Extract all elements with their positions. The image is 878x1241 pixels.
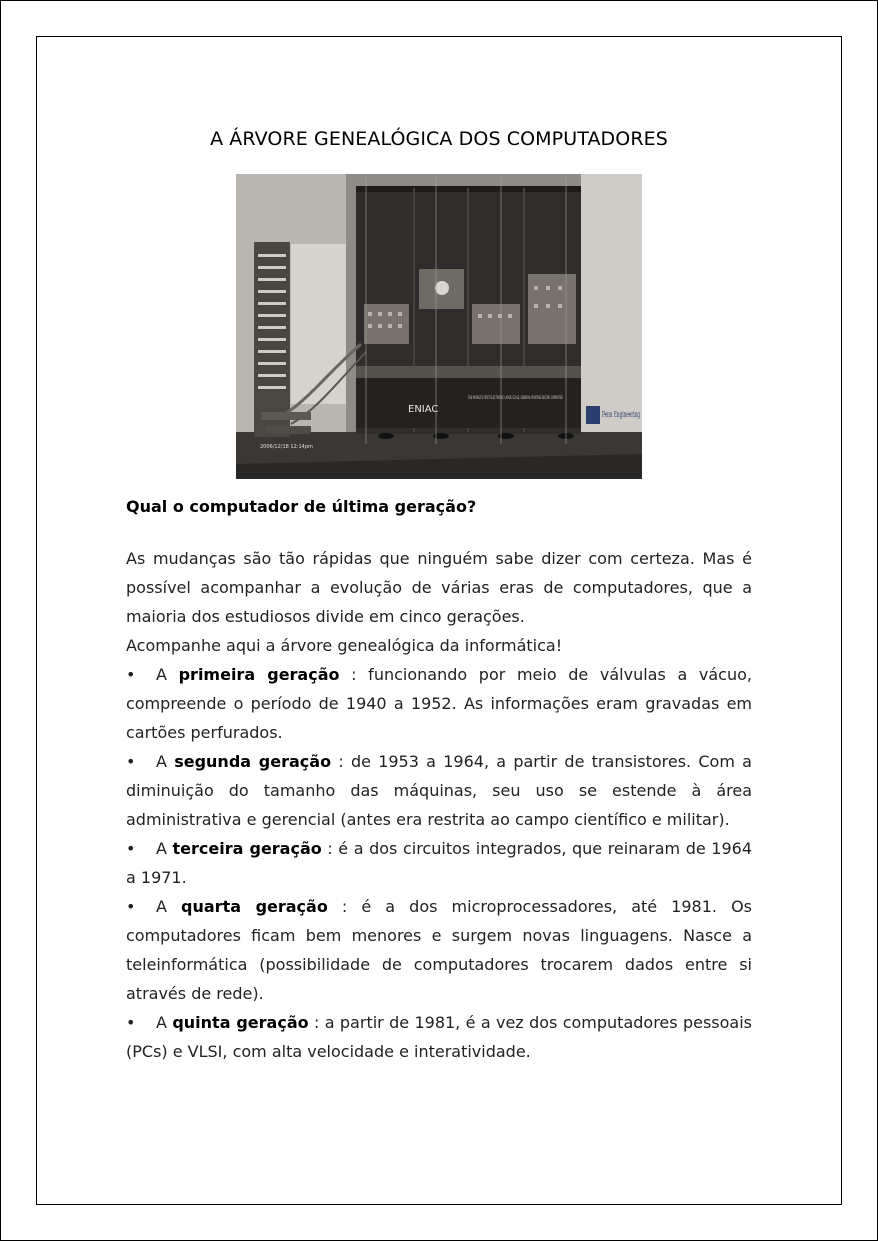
document-title: A ÁRVORE GENEALÓGICA DOS COMPUTADORES bbox=[210, 128, 668, 150]
generation-article: A bbox=[156, 752, 167, 771]
generation-description: : de 1953 a 1964, a partir de transistores. Com a diminuição do tamanho das máquinas, seu uso se estende à área administrativa e gerencial (antes era restrita ao campo científico e militar). bbox=[126, 752, 752, 829]
generation-name: quarta geração bbox=[181, 897, 328, 916]
eniac-photo bbox=[236, 174, 642, 479]
bullet-icon: • bbox=[126, 752, 136, 771]
generation-article: A bbox=[156, 897, 167, 916]
lead-paragraph: Acompanhe aqui a árvore genealógica da informática! bbox=[126, 636, 563, 655]
intro-paragraph: As mudanças são tão rápidas que ninguém sabe dizer com certeza. Mas é possível acompanhar a evolução de várias eras de computadores, que a maioria dos estudiosos divide em cinco gerações. bbox=[126, 549, 752, 626]
generation-item bbox=[126, 1008, 752, 1066]
generation-name: terceira geração bbox=[172, 839, 322, 858]
generation-item bbox=[126, 834, 752, 892]
generation-item bbox=[126, 660, 752, 747]
eniac-photo-drawing bbox=[236, 174, 642, 479]
bullet-icon: • bbox=[126, 665, 136, 684]
photo-timestamp: 2006/12/18 12:14pm bbox=[260, 444, 313, 450]
generation-description: : funcionando por meio de válvulas a vácuo, compreende o período de 1940 a 1952. As informações eram gravadas em cartões perfurados. bbox=[126, 665, 752, 742]
photo-panel-label: ENIAC bbox=[408, 404, 439, 415]
generation-item bbox=[126, 747, 752, 834]
article-body bbox=[126, 544, 752, 1066]
generation-description: : é a dos circuitos integrados, que reinaram de 1964 a 1971. bbox=[126, 839, 752, 887]
generation-name: quinta geração bbox=[172, 1013, 309, 1032]
bullet-icon: • bbox=[126, 839, 136, 858]
generation-article: A bbox=[156, 1013, 167, 1032]
penn-shield-icon bbox=[586, 406, 600, 424]
generation-item bbox=[126, 892, 752, 1008]
photo-logo-text: Penn Engineering bbox=[602, 410, 640, 419]
bullet-icon: • bbox=[126, 1013, 136, 1032]
generation-name: primeira geração bbox=[178, 665, 340, 684]
generation-description: : é a dos microprocessadores, até 1981. Os computadores ficam bem menores e surgem novas linguagens. Nasce a teleinformática (possibilidade de computadores trocarem dados entre si através de rede). bbox=[126, 897, 752, 1003]
generation-description: : a partir de 1981, é a vez dos computadores pessoais (PCs) e VLSI, com alta velocidade e interatividade. bbox=[126, 1013, 753, 1061]
generation-article: A bbox=[156, 839, 167, 858]
generation-article: A bbox=[156, 665, 167, 684]
photo-plaque-text: THE WORLD'S FIRST ELECTRONIC LARGE SCALE, GENERAL-PURPOSE DIGITAL COMPUTER bbox=[467, 395, 564, 400]
bullet-icon: • bbox=[126, 897, 136, 916]
section-question: Qual o computador de última geração? bbox=[126, 497, 477, 516]
generation-name: segunda geração bbox=[174, 752, 332, 771]
